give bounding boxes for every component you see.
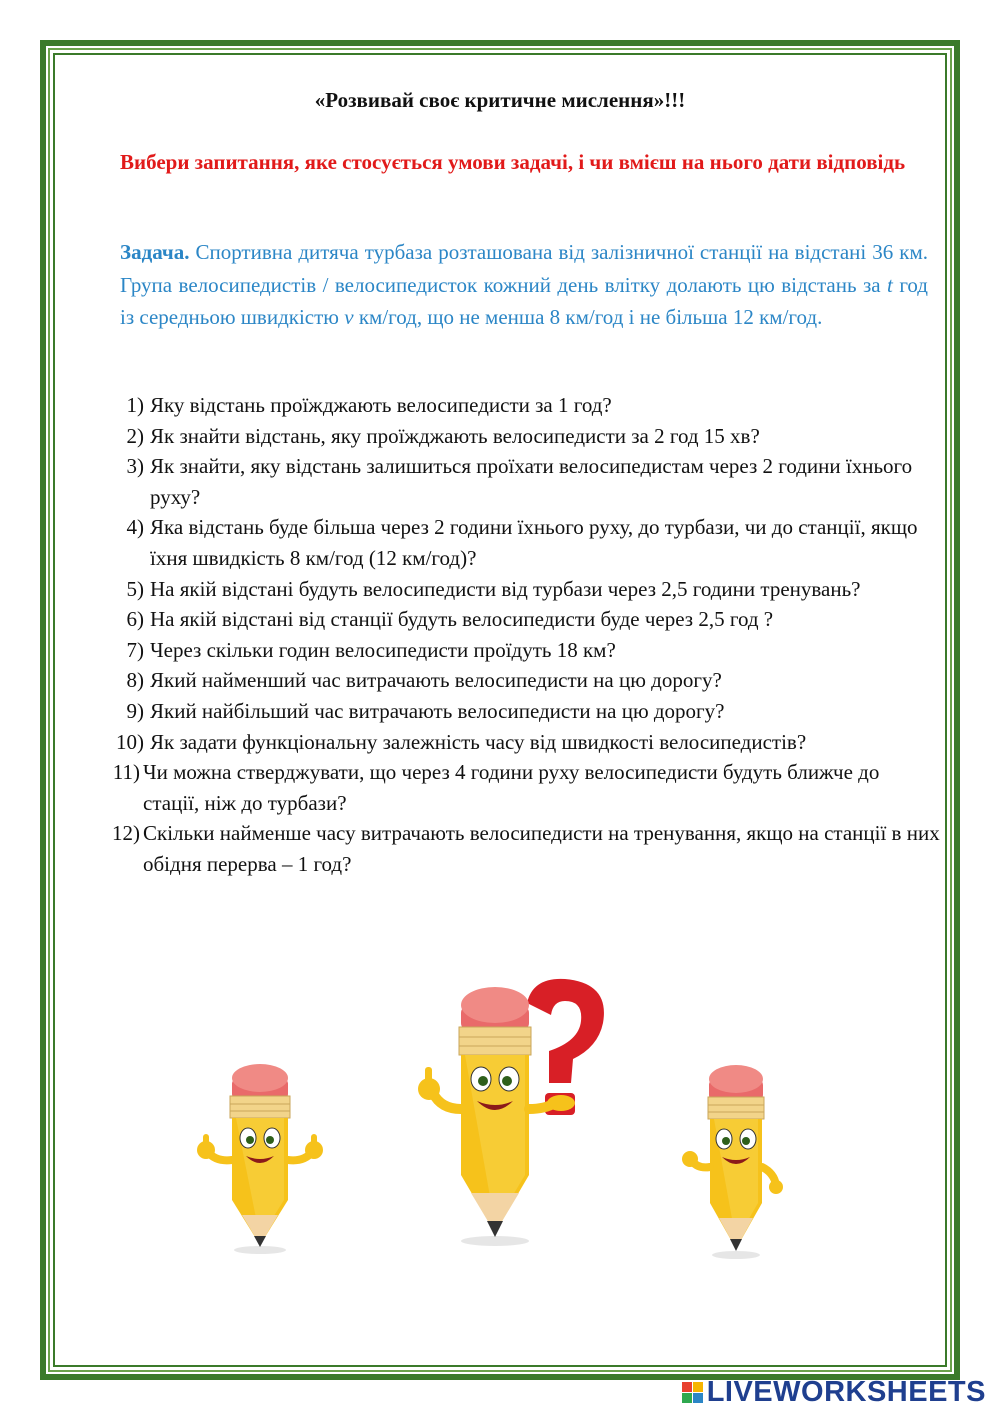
task-text-part-3: км/год, що не менша 8 км/год і не більша 12 км/год. bbox=[353, 305, 823, 329]
question-text: Який найменший час витрачають велосипедисти на цю дорогу? bbox=[150, 668, 722, 693]
logo-text: LIVEWORKSHEETS bbox=[706, 1375, 986, 1408]
question-text: Через скільки годин велосипедисти проїдуть 18 км? bbox=[150, 637, 616, 662]
question-item[interactable] bbox=[100, 512, 940, 573]
question-number: 4) bbox=[126, 515, 144, 540]
logo-badge-icon bbox=[682, 1382, 703, 1403]
question-number: 11) bbox=[112, 760, 140, 785]
question-number: 10) bbox=[116, 729, 144, 754]
pencil-character-thumbs-up-icon bbox=[190, 1050, 330, 1260]
question-number: 3) bbox=[126, 454, 144, 479]
question-number: 8) bbox=[126, 668, 144, 693]
pencil-character-waving-icon bbox=[676, 1055, 796, 1265]
task-variable-v: v bbox=[344, 305, 354, 329]
task-label: Задача. bbox=[120, 240, 190, 264]
question-text: На якій відстані від станції будуть велосипедисти буде через 2,5 год ? bbox=[150, 607, 774, 632]
question-text: Чи можна стверджувати, що через 4 години руху велосипедисти будуть ближче до стації, ніж до турбази? bbox=[143, 760, 880, 815]
task-text-part-2: год із середньою швидкістю bbox=[120, 272, 928, 329]
question-number: 2) bbox=[126, 423, 144, 448]
question-list bbox=[100, 390, 940, 880]
question-number: 1) bbox=[126, 393, 144, 417]
question-number: 12) bbox=[112, 821, 140, 846]
question-item[interactable] bbox=[100, 635, 940, 666]
question-item[interactable] bbox=[100, 604, 940, 635]
liveworksheets-logo[interactable] bbox=[682, 1374, 986, 1410]
question-text: Як знайти, яку відстань залишиться проїхати велосипедистам через 2 години їхнього руху? bbox=[150, 454, 913, 509]
question-number: 7) bbox=[126, 637, 144, 662]
question-text: Яка відстань буде більша через 2 години їхнього руху, до турбази, чи до станції, якщо їхня швидкість 8 км/год (12 км/год)? bbox=[150, 515, 918, 570]
question-text: Який найбільший час витрачають велосипедисти на цю дорогу? bbox=[150, 698, 725, 723]
question-item[interactable] bbox=[100, 390, 940, 421]
question-number: 6) bbox=[126, 607, 144, 632]
question-item[interactable] bbox=[100, 451, 940, 512]
question-text: На якій відстані будуть велосипедисти від турбази через 2,5 години тренувань? bbox=[150, 576, 861, 601]
question-text: Як знайти відстань, яку проїжджають велосипедисти за 2 год 15 хв? bbox=[150, 423, 760, 448]
question-item[interactable] bbox=[100, 757, 940, 818]
question-text: Як задати функціональну залежність часу від швидкості велосипедистів? bbox=[150, 729, 807, 754]
question-number: 5) bbox=[126, 576, 144, 601]
question-text: Скільки найменше часу витрачають велосипедисти на тренування, якщо на станції в них обідня перерва – 1 год? bbox=[143, 821, 940, 876]
question-item[interactable] bbox=[100, 421, 940, 452]
task-statement bbox=[120, 236, 928, 334]
task-variable-t: t bbox=[887, 272, 893, 297]
pencil-character-question-icon bbox=[405, 975, 625, 1250]
worksheet-title: «Розвивай своє критичне мислення»!!! bbox=[314, 88, 686, 112]
question-text: Яку відстань проїжджають велосипедисти за 1 год? bbox=[150, 393, 612, 417]
task-text-part-1: Спортивна дитяча турбаза розташована від залізничної станції на відстані 36 км. Група велосипедистів / велосипедисток кожний день влітку долають цю відстань за bbox=[120, 240, 928, 297]
question-item[interactable] bbox=[100, 727, 940, 758]
question-item[interactable] bbox=[100, 696, 940, 727]
question-item[interactable] bbox=[100, 665, 940, 696]
question-item[interactable] bbox=[100, 818, 940, 879]
question-number: 9) bbox=[126, 698, 144, 723]
question-item[interactable] bbox=[100, 574, 940, 605]
instruction-text: Вибери запитання, яке стосується умови задачі, і чи вмієш на нього дати відповідь bbox=[120, 150, 906, 174]
